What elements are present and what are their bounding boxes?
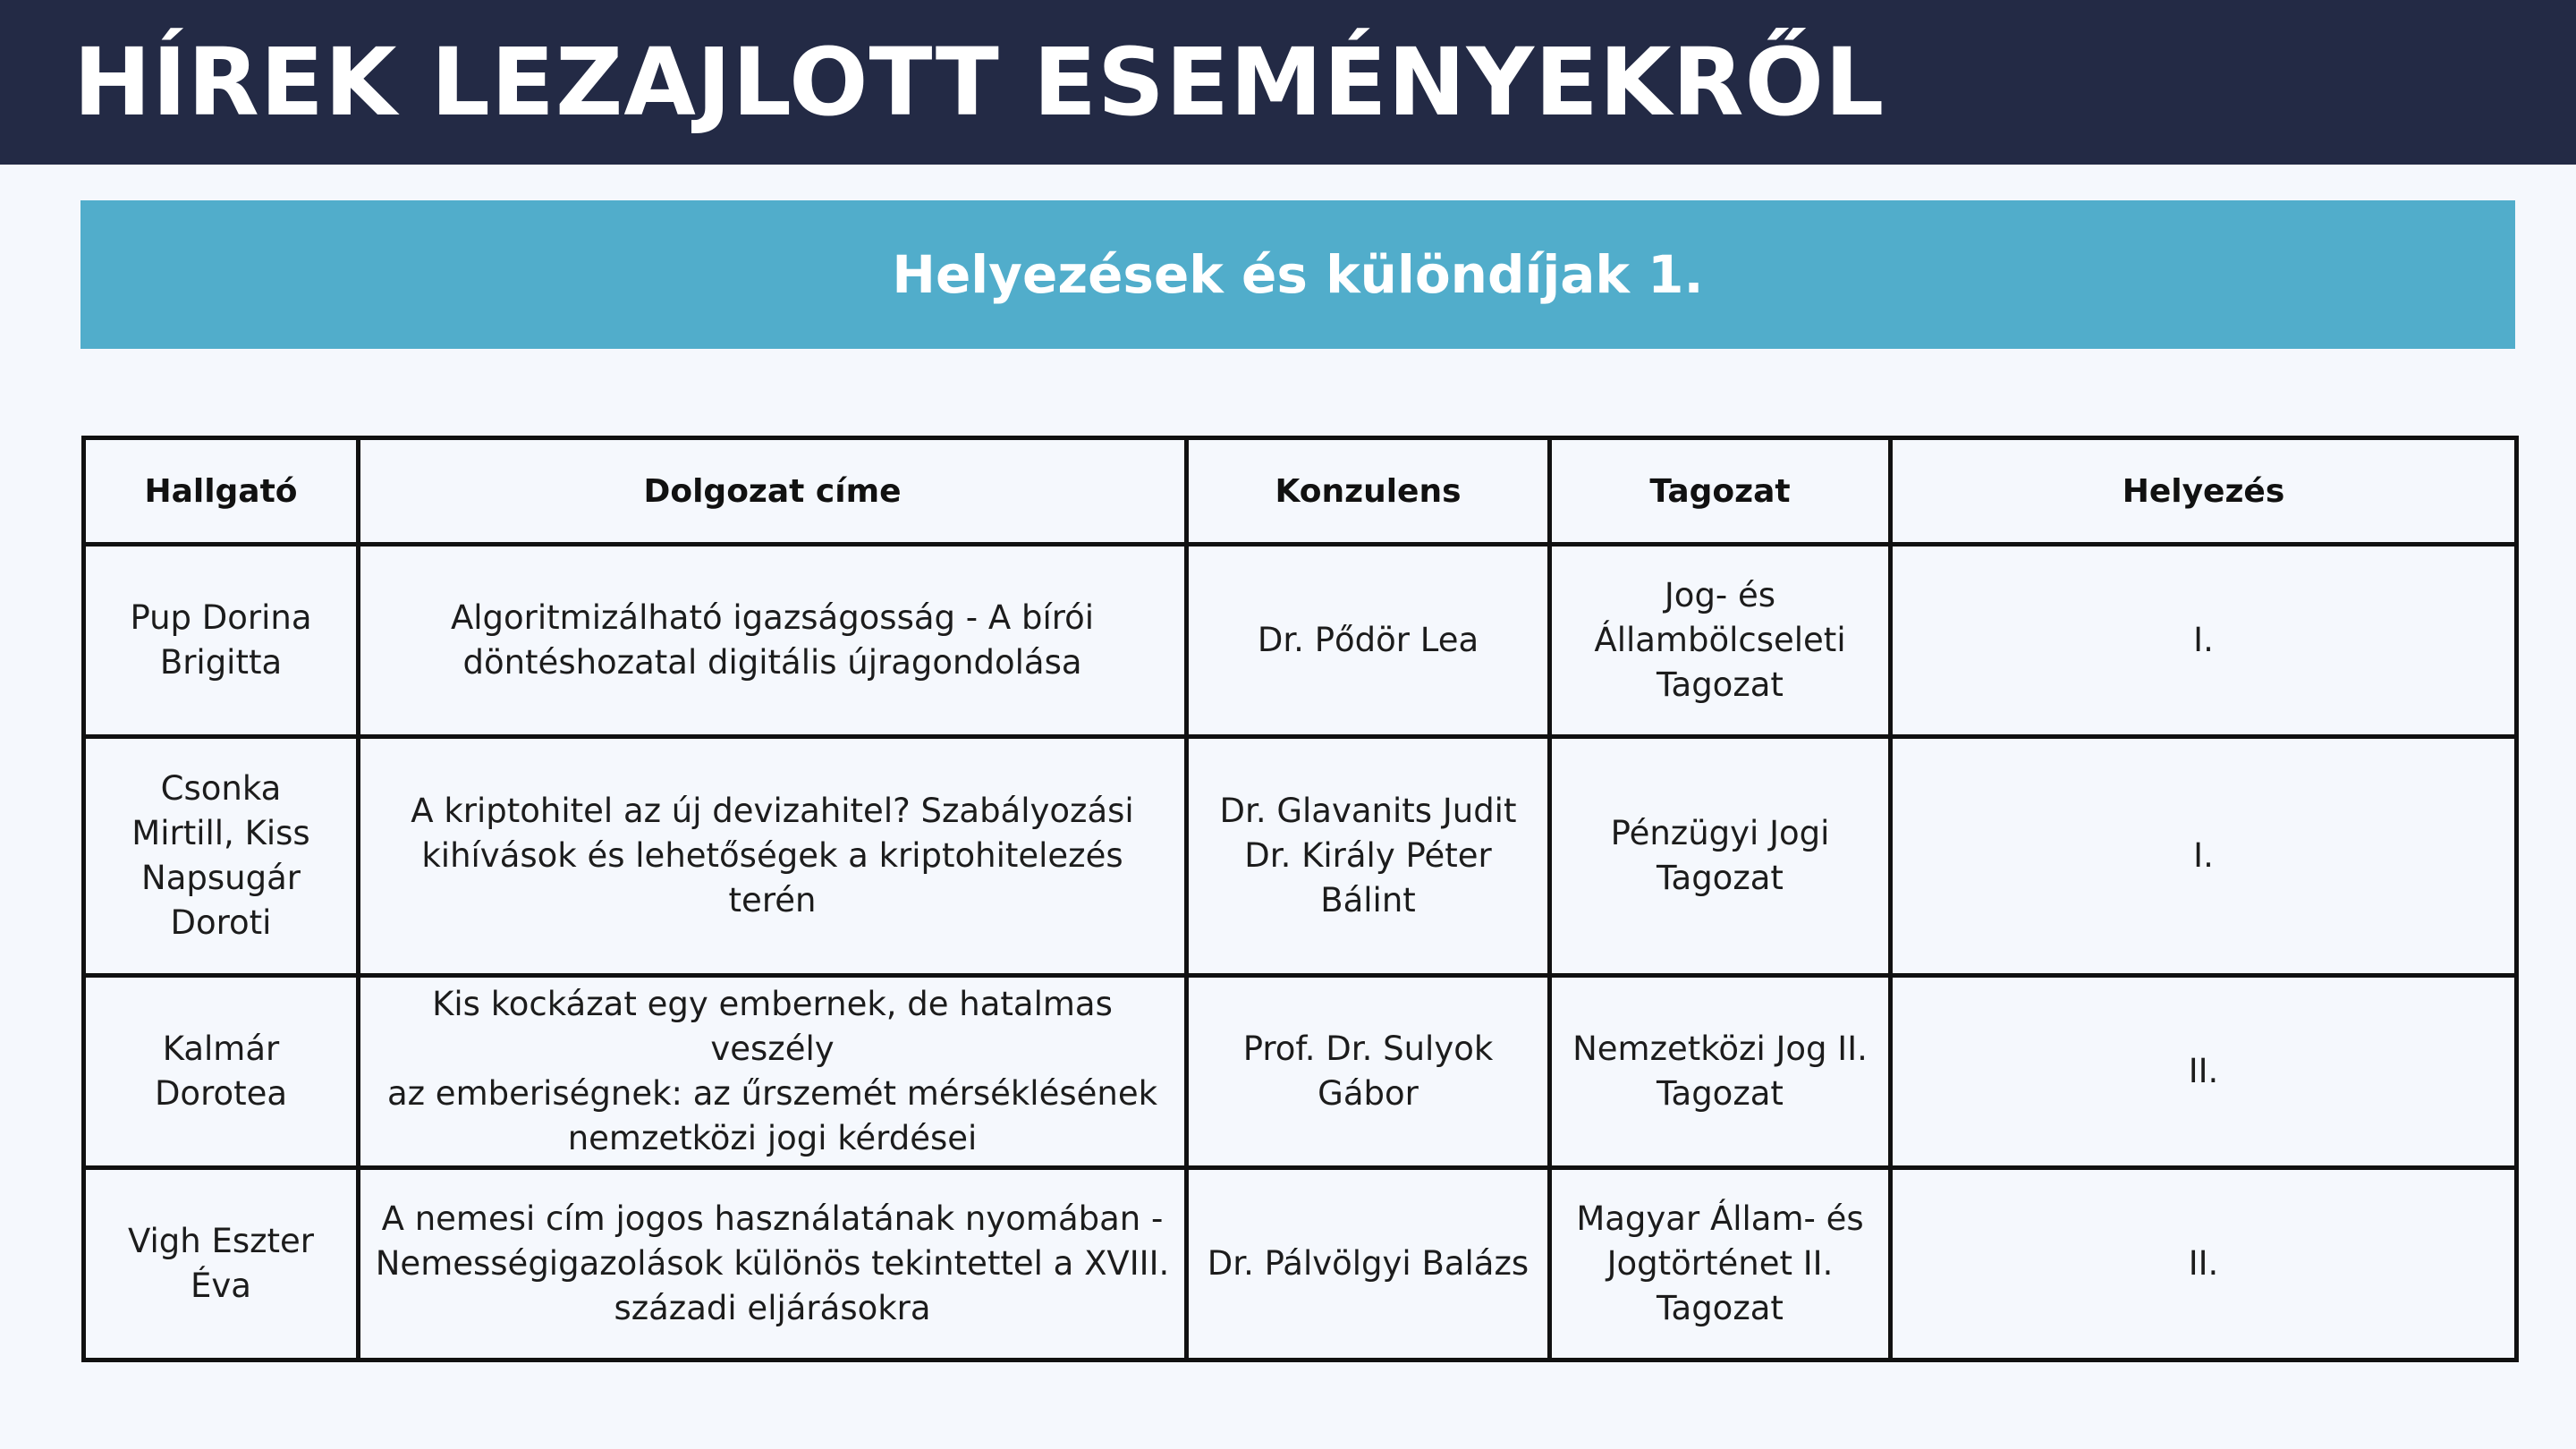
- table-header-row: [84, 438, 2517, 545]
- student-cell: [84, 1168, 359, 1360]
- section-name: Pénzügyi Jogi Tagozat: [1610, 814, 1830, 897]
- consultant-name: Dr. Pálvölgyi Balázs: [1207, 1244, 1530, 1283]
- section-cell: [1550, 545, 1891, 737]
- thesis-title: A kriptohitel az új devizahitel? Szabályozási kihívások és lehetőségek a kriptohitelezés terén: [411, 792, 1134, 919]
- placement-cell: [1891, 737, 2517, 976]
- placement-cell: [1891, 545, 2517, 737]
- thesis-cell: [359, 737, 1187, 976]
- consultant-name: Dr. Glavanits Judit Dr. Király Péter Bálint: [1219, 792, 1517, 919]
- section-cell: [1550, 737, 1891, 976]
- section-name: Jog- és Állambölcseleti Tagozat: [1594, 576, 1846, 704]
- thesis-cell: [359, 1168, 1187, 1360]
- consultant-cell: [1187, 545, 1550, 737]
- table-row: [84, 1168, 2517, 1360]
- placement-cell: [1891, 1168, 2517, 1360]
- header-bar: [0, 0, 2576, 165]
- page-title: HÍREK LEZAJLOTT ESEMÉNYEKRŐL: [73, 28, 1885, 137]
- column-header-student: Hallgató: [84, 438, 359, 545]
- thesis-title: A nemesi cím jogos használatának nyomában - Nemességigazolások különös tekintettel a XVIII. századi eljárásokra: [375, 1199, 1170, 1327]
- consultant-name: Dr. Pődör Lea: [1257, 621, 1479, 659]
- placement-value: I.: [2193, 621, 2214, 659]
- student-name: Pup Dorina Brigitta: [130, 598, 312, 682]
- student-name: Kalmár Dorotea: [154, 1030, 288, 1113]
- table-row: [84, 545, 2517, 737]
- section-cell: [1550, 976, 1891, 1168]
- section-cell: [1550, 1168, 1891, 1360]
- student-name: Csonka Mirtill, Kiss Napsugár Doroti: [131, 769, 310, 942]
- student-name: Vigh Eszter Éva: [127, 1222, 315, 1305]
- column-header-placement: Helyezés: [1891, 438, 2517, 545]
- consultant-cell: [1187, 976, 1550, 1168]
- placement-value: I.: [2193, 836, 2214, 875]
- table-row: [84, 976, 2517, 1168]
- consultant-name: Prof. Dr. Sulyok Gábor: [1242, 1030, 1494, 1113]
- thesis-title: Algoritmizálható igazságosság - A bírói döntéshozatal digitális újragondolása: [450, 598, 1095, 682]
- section-name: Nemzetközi Jog II. Tagozat: [1572, 1030, 1868, 1113]
- thesis-cell: [359, 545, 1187, 737]
- thesis-cell: [359, 976, 1187, 1168]
- consultant-cell: [1187, 1168, 1550, 1360]
- results-table: [81, 436, 2519, 1362]
- student-cell: [84, 976, 359, 1168]
- column-header-section: Tagozat: [1550, 438, 1891, 545]
- placement-value: II.: [2188, 1052, 2219, 1090]
- section-banner: [80, 200, 2515, 349]
- student-cell: [84, 737, 359, 976]
- consultant-cell: [1187, 737, 1550, 976]
- thesis-title: Kis kockázat egy embernek, de hatalmas veszély az emberiségnek: az űrszemét mérséklésének nemzetközi jogi kérdései: [386, 985, 1158, 1157]
- column-header-thesis-title: Dolgozat címe: [359, 438, 1187, 545]
- section-title: Helyezések és különdíjak 1.: [892, 244, 1704, 305]
- section-name: Magyar Állam- és Jogtörténet II. Tagozat: [1576, 1199, 1864, 1327]
- student-cell: [84, 545, 359, 737]
- column-header-consultant: Konzulens: [1187, 438, 1550, 545]
- placement-cell: [1891, 976, 2517, 1168]
- table-row: [84, 737, 2517, 976]
- placement-value: II.: [2188, 1244, 2219, 1283]
